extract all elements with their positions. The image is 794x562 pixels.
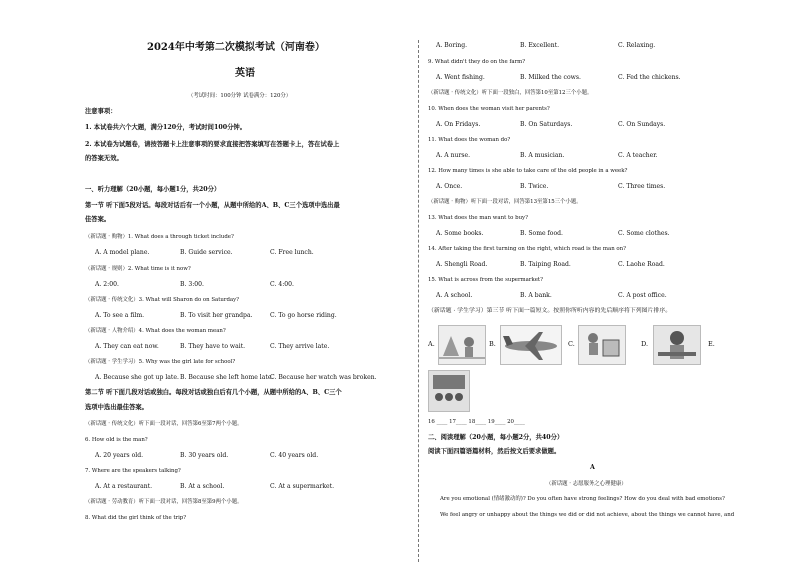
q15-option-b: B. A bank. xyxy=(520,292,552,299)
picture-label-a: A. xyxy=(428,340,435,348)
passage-line-2: We feel angry or unhappy about the things we did or did not achieve, about the things we cannot have, and xyxy=(440,512,735,518)
q2-option-c: C. 4:00. xyxy=(270,281,294,288)
q1-option-c: C. Free lunch. xyxy=(270,249,314,256)
part1-instruction-1: 第一节 听下面5段对话。每段对话后有一个小题，从题中所给的A、B、C三个选项中选出最 xyxy=(85,202,340,209)
q4-option-a: A. They can eat now. xyxy=(95,343,159,350)
picture-label-d: D. xyxy=(641,340,649,348)
q12-option-b: B. Twice. xyxy=(520,183,549,190)
section1-heading: 一、听力理解（20小题，每小题1分，共20分） xyxy=(85,186,221,193)
notes-heading: 注意事项： xyxy=(85,108,117,115)
note-line-1: 1. 本试卷共六个大题，满分120分，考试时间100分钟。 xyxy=(85,124,246,131)
q6-option-b: B. 30 years old. xyxy=(180,452,229,459)
subject-title: 英语 xyxy=(235,68,255,79)
answer-blanks: 16 ____ 17____ 18____ 19____ 20____ xyxy=(428,419,525,425)
question-13: 13. What does the man want to buy? xyxy=(428,215,528,221)
section2-instruction: 阅读下面四篇语篇材料，然后按文后要求做题。 xyxy=(428,448,561,455)
q3-option-b: B. To visit her grandpa. xyxy=(180,312,253,319)
q3-option-a: A. To see a film. xyxy=(95,312,145,319)
picture-d-girl xyxy=(653,325,701,365)
q4-option-b: B. They have to wait. xyxy=(180,343,246,350)
q5-option-b: B. Because she left home late. xyxy=(180,374,274,381)
q11-option-a: A. A nurse. xyxy=(436,152,471,159)
question-14: 14. After taking the first turning on the right, which road is the man on? xyxy=(428,246,627,252)
question-1: （新话题 · 购物）1. What does a through ticket include? xyxy=(85,234,234,240)
part1-instruction-2: 佳答案。 xyxy=(85,216,111,223)
q9-option-a: A. Went fishing. xyxy=(436,74,485,81)
q8-option-b: B. Excellent. xyxy=(520,42,560,49)
q14-option-a: A. Shengli Road. xyxy=(436,261,488,268)
dialog-8-intro: （新话题 · 劳动教育）听下面一段对话，回答第8至第9两个小题。 xyxy=(85,499,243,505)
passage-letter: A xyxy=(590,464,595,471)
q14-option-c: C. Laohe Road. xyxy=(618,261,665,268)
q9-option-b: B. Milked the cows. xyxy=(520,74,581,81)
q7-option-b: B. At a school. xyxy=(180,483,225,490)
question-2: （新话题 · 规则）2. What time is it now? xyxy=(85,266,191,272)
beach-icon xyxy=(439,326,485,364)
dialog-6-intro: （新话题 · 传统文化）听下面一段对话，回答第6至第7两个小题。 xyxy=(85,421,243,427)
girl-icon xyxy=(654,326,700,364)
q7-option-c: C. At a supermarket. xyxy=(270,483,335,490)
q13-option-a: A. Some books. xyxy=(436,230,484,237)
plane-icon xyxy=(501,326,561,364)
question-12: 12. How many times is she able to take care of the old people in a week? xyxy=(428,168,628,174)
drawing-icon xyxy=(579,326,625,364)
picture-label-c: C. xyxy=(568,340,575,348)
q5-option-a: A. Because she got up late. xyxy=(95,374,179,381)
part2-instruction-2: 选项中选出最佳答案。 xyxy=(85,404,148,411)
q8-option-a: A. Boring. xyxy=(436,42,468,49)
q1-option-a: A. A model plane. xyxy=(95,249,150,256)
dialog-13-intro: （新话题 · 购物）听下面一段对话，回答第13至第15三个小题。 xyxy=(428,199,582,205)
q13-option-c: C. Some clothes. xyxy=(618,230,670,237)
q10-option-b: B. On Saturdays. xyxy=(520,121,573,128)
question-10: 10. When does the woman visit her parents? xyxy=(428,106,550,112)
part2-instruction-1: 第二节 听下面几段对话或独白。每段对话或独白后有几个小题，从题中所给的A、B、C三个 xyxy=(85,389,342,396)
q3-option-c: C. To go horse riding. xyxy=(270,312,337,319)
q11-option-b: B. A musician. xyxy=(520,152,565,159)
q4-option-c: C. They arrive late. xyxy=(270,343,330,350)
q15-option-c: C. A post office. xyxy=(618,292,667,299)
q6-option-c: C. 40 years old. xyxy=(270,452,319,459)
classroom-icon xyxy=(429,371,469,411)
q1-option-b: B. Guide service. xyxy=(180,249,233,256)
exam-title: 2024年中考第二次模拟考试（河南卷） xyxy=(147,42,325,53)
column-divider xyxy=(418,40,419,562)
q9-option-c: C. Fed the chickens. xyxy=(618,74,681,81)
q12-option-c: C. Three times. xyxy=(618,183,666,190)
part3-instruction: （新话题 · 学生学习）第三节 听下面一篇短文。按照你所听内容的先后顺序将下列图片排序。 xyxy=(428,308,672,314)
q2-option-b: B. 3:00. xyxy=(180,281,204,288)
question-3: （新话题 · 传统文化）3. What will Sharon do on Saturday? xyxy=(85,297,240,303)
question-11: 11. What does the woman do? xyxy=(428,137,511,143)
picture-a-beach xyxy=(438,325,486,365)
q5-option-c: C. Because her watch was broken. xyxy=(270,374,377,381)
picture-e-classroom xyxy=(428,370,470,412)
question-8: 8. What did the girl think of the trip? xyxy=(85,515,187,521)
q7-option-a: A. At a restaurant. xyxy=(95,483,153,490)
q12-option-a: A. Once. xyxy=(436,183,463,190)
section2-heading: 二、阅读理解（20小题，每小题2分，共40分） xyxy=(428,434,564,441)
q6-option-a: A. 20 years old. xyxy=(95,452,144,459)
question-4: （新话题 · 人物介绍）4. What does the woman mean? xyxy=(85,328,226,334)
note-line-2: 2. 本试卷为试题卷，请按答题卡上注意事项的要求直接把答案填写在答题卡上，答在试卷上 xyxy=(85,141,340,148)
question-15: 15. What is across from the supermarket? xyxy=(428,277,543,283)
note-line-3: 的答案无效。 xyxy=(85,155,123,162)
dialog-10-intro: （新话题 · 传统文化）听下面一段独白，回答第10至第12三个小题。 xyxy=(428,90,593,96)
question-5: （新话题 · 学生学习）5. Why was the girl late for school? xyxy=(85,359,236,365)
picture-label-e: E. xyxy=(708,340,715,348)
picture-label-b: B. xyxy=(489,340,496,348)
exam-info: （考试时间：100分钟 试卷满分：120分） xyxy=(188,93,292,99)
picture-c-drawing xyxy=(578,325,626,365)
q14-option-b: B. Taiping Road. xyxy=(520,261,571,268)
q2-option-a: A. 2:00. xyxy=(95,281,119,288)
q10-option-a: A. On Fridays. xyxy=(436,121,481,128)
q10-option-c: C. On Sundays. xyxy=(618,121,666,128)
picture-b-plane xyxy=(500,325,562,365)
q13-option-b: B. Some food. xyxy=(520,230,563,237)
question-7: 7. Where are the speakers talking? xyxy=(85,468,181,474)
question-6: 6. How old is the man? xyxy=(85,437,148,443)
passage-line-1: Are you emotional (情绪激动的)? Do you often have strong feelings? How do you deal with bad emotions? xyxy=(440,496,725,502)
question-9: 9. What didn't they do on the farm? xyxy=(428,59,526,65)
q11-option-c: C. A teacher. xyxy=(618,152,658,159)
q8-option-c: C. Relaxing. xyxy=(618,42,656,49)
passage-topic: （新话题 · 志愿服务之心理健康） xyxy=(546,481,627,487)
q15-option-a: A. A school. xyxy=(436,292,473,299)
